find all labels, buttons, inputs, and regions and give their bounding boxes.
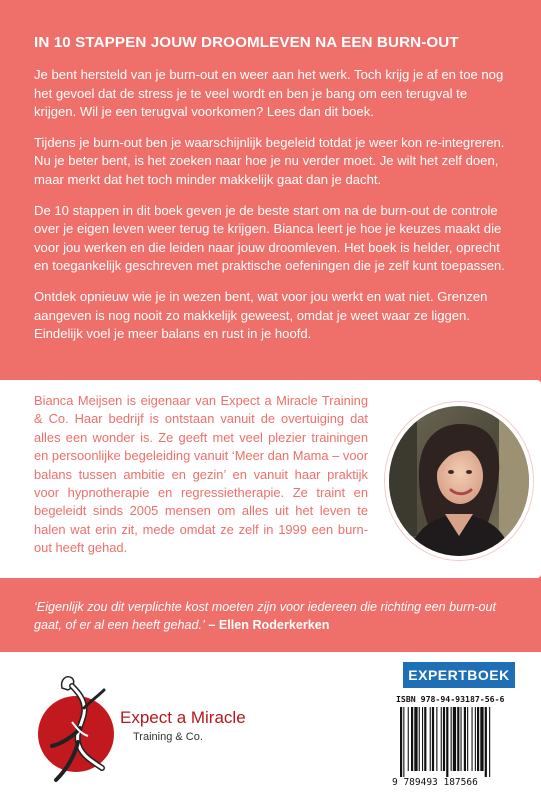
testimonial xyxy=(34,598,514,635)
author-portrait-icon xyxy=(385,402,533,560)
barcode-number: 9 789493 187566 xyxy=(392,777,478,788)
blurb-paragraph-1: Je bent hersteld van je burn-out en weer aan het werk. Toch krijg je af en toe nog het gevoel dat de stress je te veel wordt en ben je bang om een terugval te krijgen. Wil je een terugval voorkomen? Lees dan dit boek. xyxy=(34,67,504,120)
author-bio: Bianca Meijsen is eigenaar van Expect a Miracle Training & Co. Haar bedrijf is ontstaan vanuit de overtuiging dat alles een wonder is. Ze geeft met veel plezier trainingen en persoonlijke begeleiding vanuit ‘Meer dan Mama – voor balans tussen ambitie en gezin’ en vanuit haar praktijk voor hypnotherapie en regressietherapie. Ze traint en begeleidt sinds 2005 mensen om alles uit het leven te halen wat erin zit, mede omdat ze zelf in 1999 een burn-out heeft gehad. xyxy=(34,393,368,556)
dancer-logo-icon xyxy=(32,668,120,788)
testimonial-author: – Ellen Roderkerken xyxy=(204,618,330,633)
blurb xyxy=(34,66,512,356)
publisher-name: EXPERTBOEK xyxy=(408,667,510,683)
logo-subtitle: Training & Co. xyxy=(133,731,203,743)
testimonial-text: ‘Eigenlijk zou dit verplichte kost moeten zijn voor iedereen die richting een burn-out gaat, of er al een heeft gehad.’ xyxy=(34,600,497,633)
isbn-label: ISBN 978-94-93187-56-6 xyxy=(396,694,505,704)
publisher-logo xyxy=(403,662,515,688)
book-tagline: IN 10 STAPPEN JOUW DROOMLEVEN NA EEN BURN-OUT xyxy=(34,34,459,51)
barcode-icon xyxy=(398,707,523,777)
blurb-paragraph-2: Tijdens je burn-out ben je waarschijnlijk begeleid totdat je weer kon re-integreren. Nu je beter bent, is het zoeken naar hoe je nu verder moet. Je wilt het zelf doen, maar merkt dat het toch minder makkelijk gaat dan je dacht. xyxy=(34,134,505,187)
blurb-paragraph-3: De 10 stappen in dit boek geven je de beste start om na de burn-out de controle over je eigen leven weer terug te krijgen. Bianca leert je hoe je keuzes maakt die voor jou werken en die leiden naar jouw droomleven. Het boek is helder, oprecht en toegankelijk geschreven met praktische oefeningen die je zelf kunt toepassen. xyxy=(34,202,505,274)
logo-name: Expect a Miracle xyxy=(120,708,246,727)
blurb-paragraph-4: Ontdek opnieuw wie je in wezen bent, wat voor jou werkt en wat niet. Grenzen aangeven is nog nooit zo makkelijk geweest, omdat je weet waar ze liggen. Eindelijk voel je meer balans en rust in je hoofd. xyxy=(34,288,488,342)
